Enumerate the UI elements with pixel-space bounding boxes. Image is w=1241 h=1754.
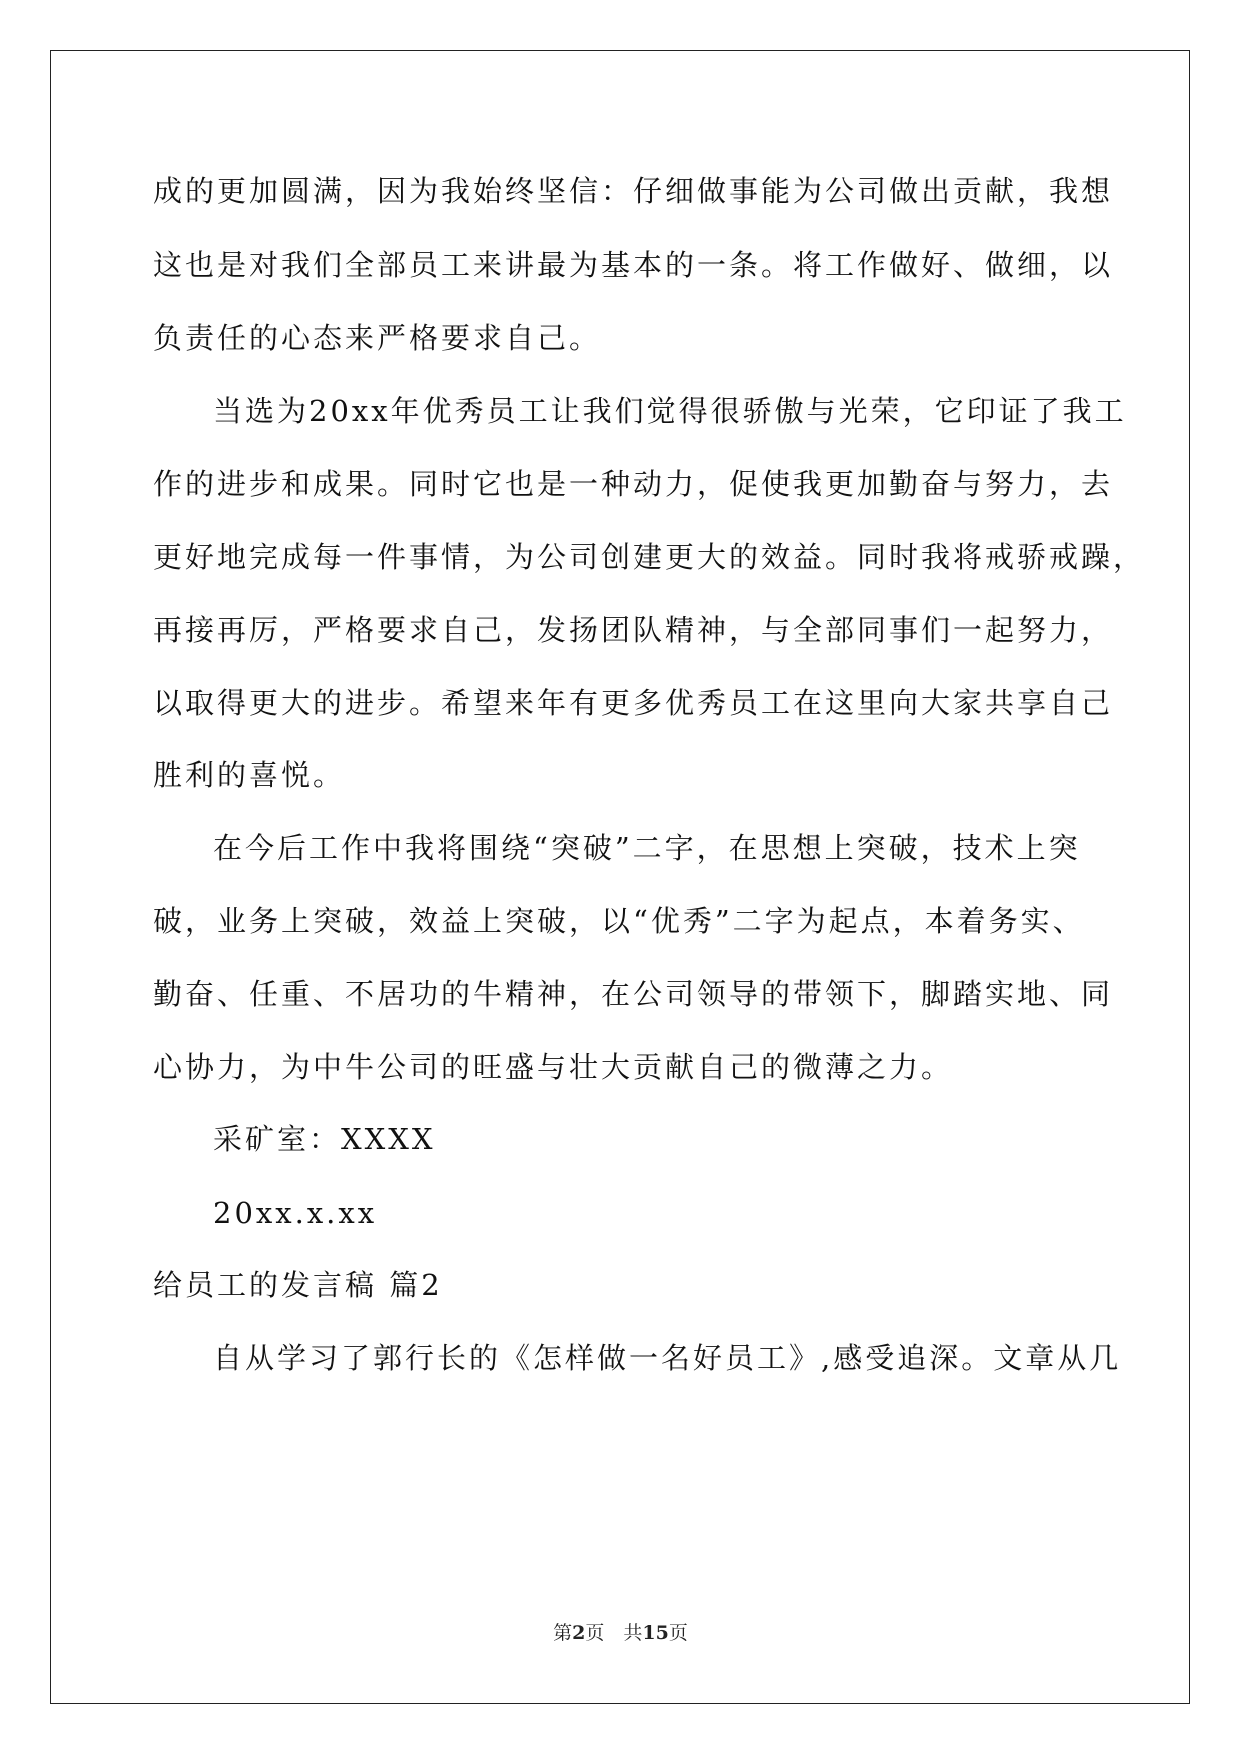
text-line: 更好地完成每一件事情，为公司创建更大的效益。同时我将戒骄戒躁， [153,540,1146,574]
text-line: 作的进步和成果。同时它也是一种动力，促使我更加勤奋与努力，去 [153,467,1114,501]
signature-date: 20xx.x.xx [213,1196,378,1230]
text-line: 再接再厉，严格要求自己，发扬团队精神，与全部同事们一起努力， [153,613,1114,647]
text-line: 心协力，为中牛公司的旺盛与壮大贡献自己的微薄之力。 [153,1050,954,1084]
text-line: 当选为20xx年优秀员工让我们觉得很骄傲与光荣，它印证了我工 [213,394,1127,428]
page-border [50,50,1190,1704]
text-line: 破，业务上突破，效益上突破，以“优秀”二字为起点，本着务实、 [153,904,1085,938]
text-line: 负责任的心态来严格要求自己。 [153,321,602,355]
text-line: 勤奋、任重、不居功的牛精神，在公司领导的带领下，脚踏实地、同 [153,977,1114,1011]
text-line: 这也是对我们全部员工来讲最为基本的一条。将工作做好、做细，以 [153,248,1114,282]
text-line: 胜利的喜悦。 [153,758,346,792]
footer-suffix: 页 [668,1622,688,1644]
section-heading: 给员工的发言稿 篇2 [153,1268,443,1302]
footer-total-pages: 15 [642,1622,669,1644]
text-line: 自从学习了郭行长的《怎样做一名好员工》,感受追深。文章从几 [213,1341,1122,1375]
footer-prefix: 第 [553,1622,573,1644]
text-line: 成的更加圆满，因为我始终坚信：仔细做事能为公司做出贡献，我想 [153,174,1114,208]
signature-dept: 采矿室：XXXX [213,1122,436,1156]
page-footer [0,1621,1241,1645]
text-line: 以取得更大的进步。希望来年有更多优秀员工在这里向大家共享自己 [153,686,1114,720]
footer-middle: 页 共 [585,1622,643,1644]
footer-page-number: 2 [572,1622,586,1644]
text-line: 在今后工作中我将围绕“突破”二字，在思想上突破，技术上突 [213,831,1081,865]
